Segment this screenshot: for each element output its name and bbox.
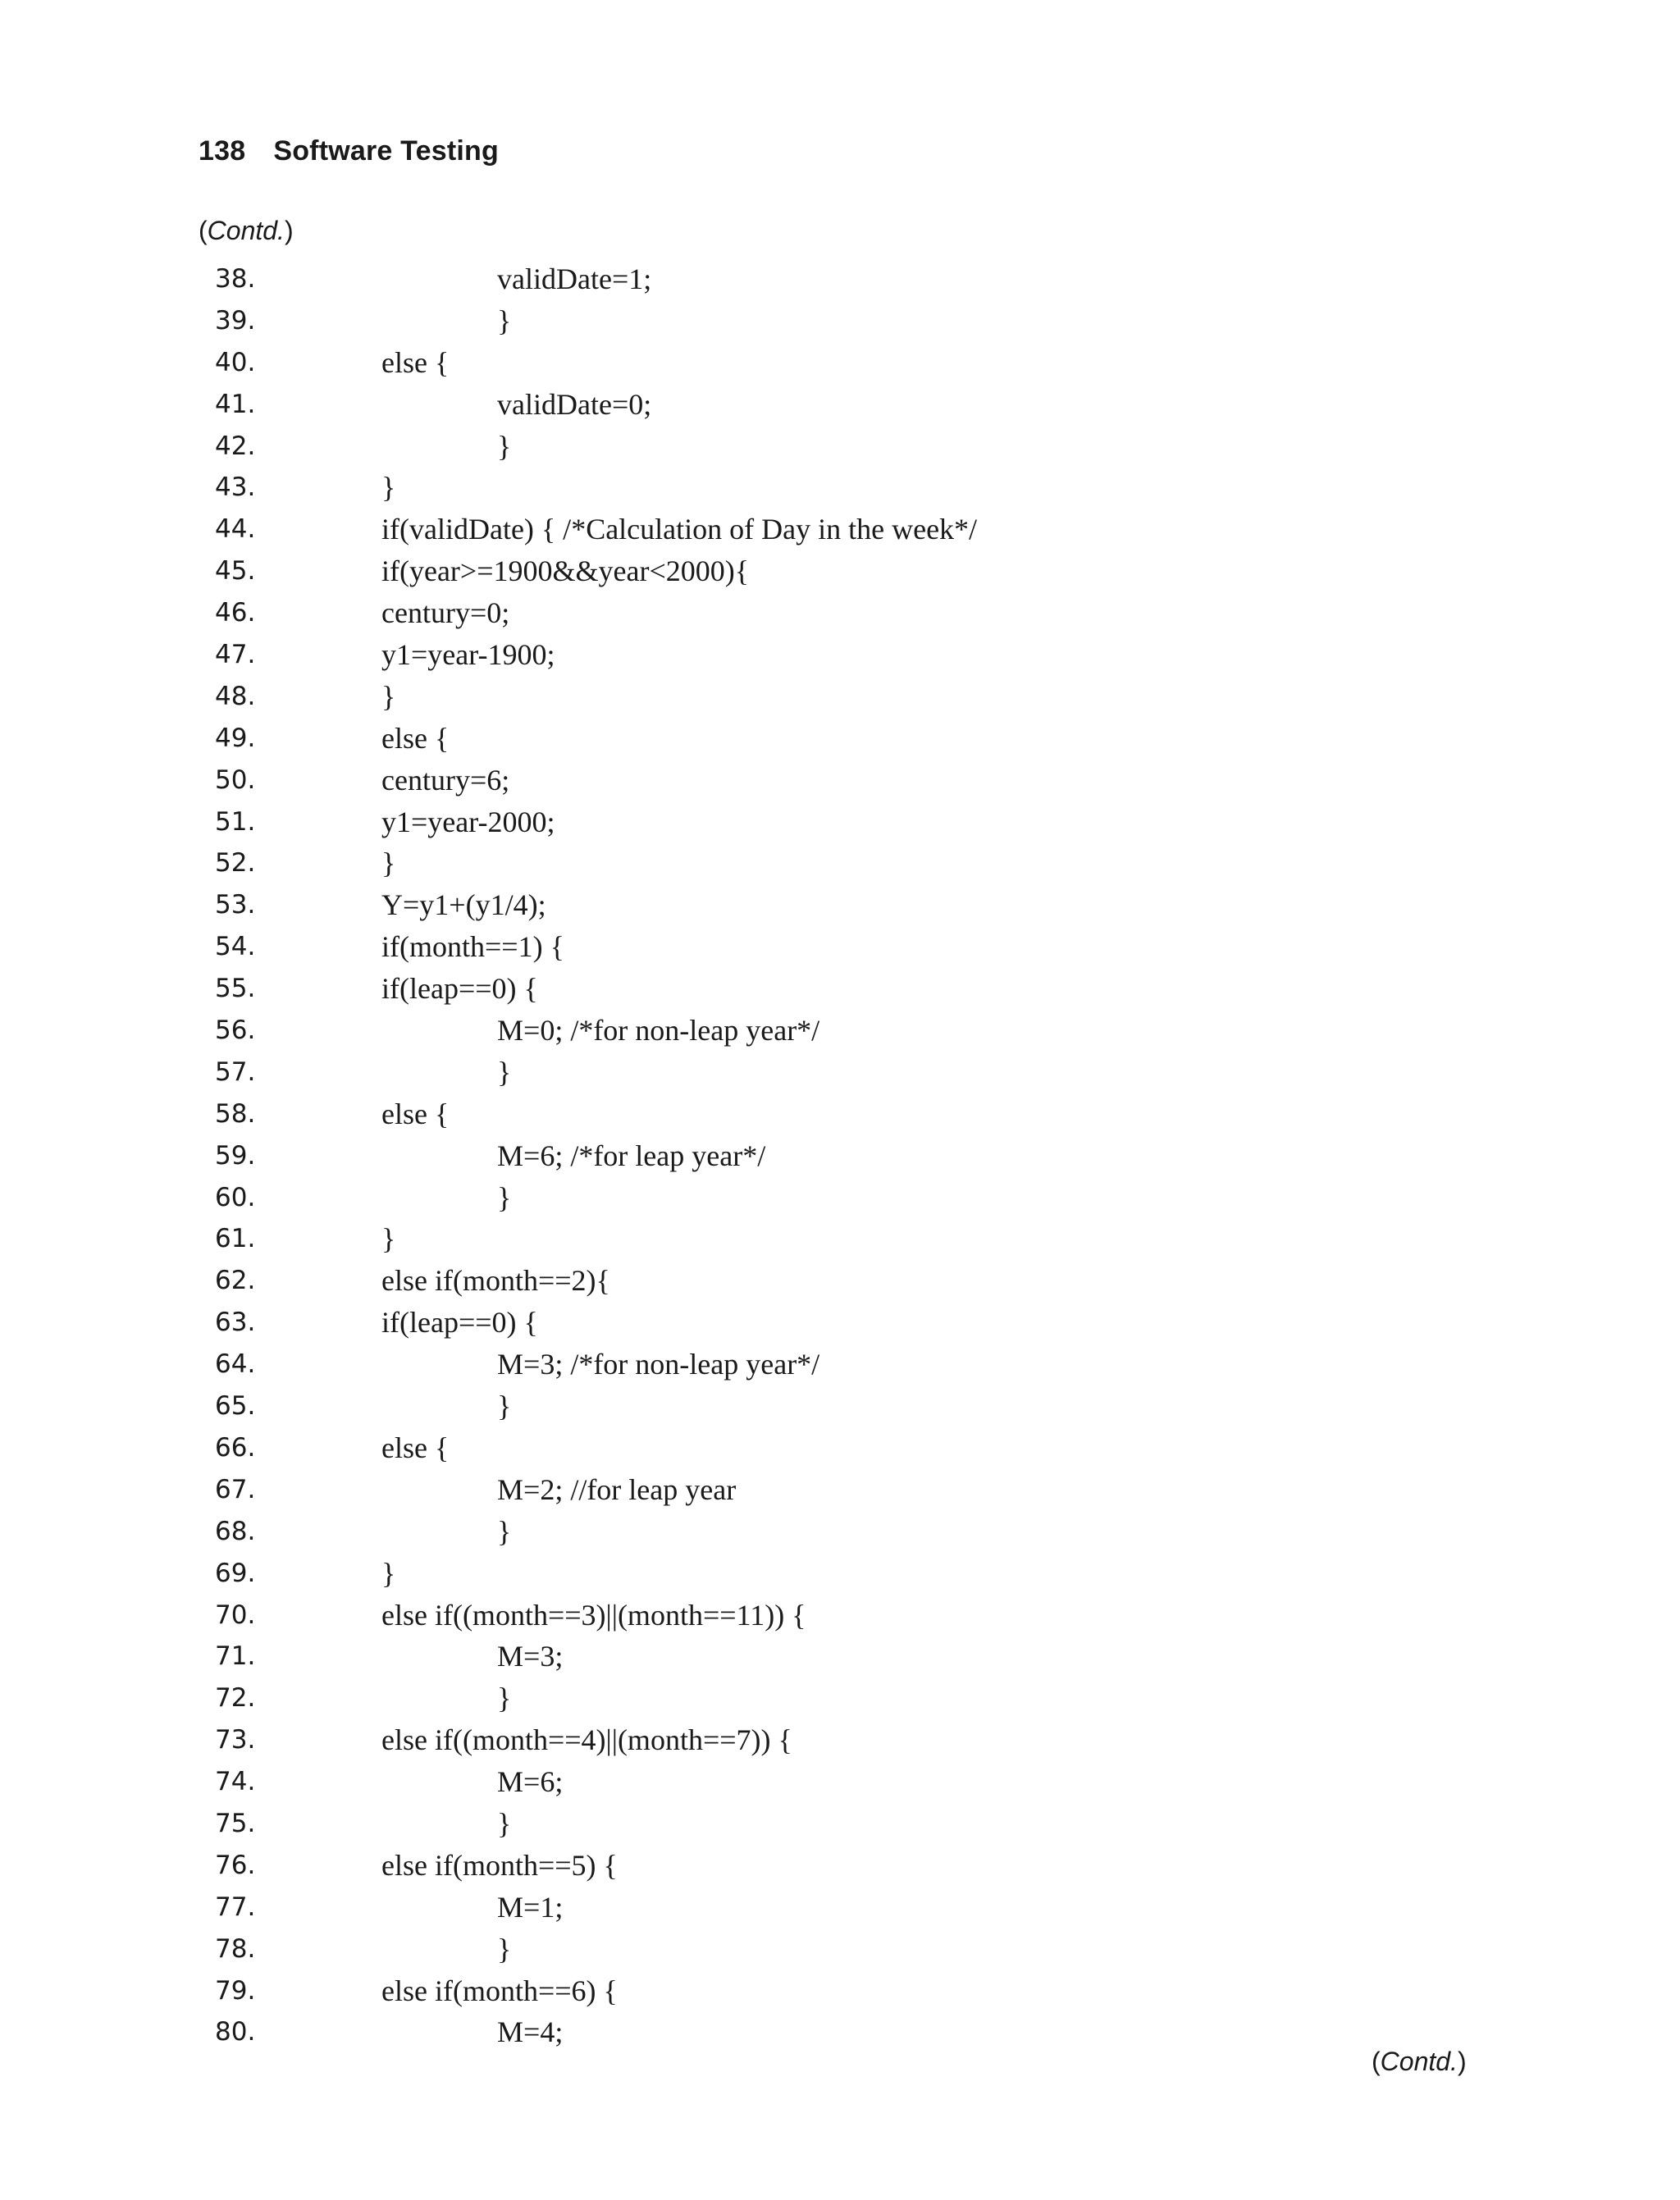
- code-line: [0, 676, 1680, 718]
- code-line: [0, 1427, 1680, 1469]
- code-text: M=2; //for leap year: [497, 1472, 737, 1506]
- line-number: 49.: [215, 723, 256, 753]
- code-line: [0, 342, 1680, 384]
- code-line: [0, 592, 1680, 634]
- line-number: 71.: [215, 1641, 256, 1672]
- code-text: else if(month==6) {: [381, 1974, 618, 2007]
- code-text: else {: [381, 345, 450, 379]
- line-number: 68.: [215, 1516, 256, 1546]
- code-line: [0, 384, 1680, 426]
- code-text: }: [497, 1055, 512, 1089]
- contd-close-paren: ): [284, 216, 294, 245]
- code-text: }: [497, 304, 512, 337]
- code-text: else {: [381, 721, 450, 755]
- line-number: 38.: [215, 264, 256, 294]
- code-line: [0, 1636, 1680, 1677]
- code-line: [0, 1218, 1680, 1260]
- line-number: 64.: [215, 1349, 256, 1380]
- line-number: 77.: [215, 1892, 256, 1922]
- code-line: [0, 1260, 1680, 1302]
- line-number: 80.: [215, 2017, 256, 2047]
- line-number: 78.: [215, 1933, 256, 1964]
- code-text: if(leap==0) {: [381, 972, 538, 1006]
- code-text: }: [497, 1514, 512, 1548]
- code-line: [0, 760, 1680, 801]
- code-text: }: [497, 1806, 512, 1840]
- code-line: [0, 1928, 1680, 1970]
- code-text: }: [497, 429, 512, 463]
- code-text: else if((month==3)||(month==11)) {: [381, 1598, 806, 1632]
- code-line: [0, 426, 1680, 468]
- code-line: [0, 1177, 1680, 1219]
- line-number: 56.: [215, 1016, 256, 1046]
- line-number: 63.: [215, 1308, 256, 1338]
- line-number: 75.: [215, 1808, 256, 1838]
- code-line: [0, 1385, 1680, 1427]
- line-number: 46.: [215, 598, 256, 628]
- code-line: [0, 1970, 1680, 2012]
- code-text: y1=year-1900;: [381, 638, 555, 672]
- page-header: [199, 135, 499, 167]
- code-text: }: [497, 1390, 512, 1423]
- page-number: 138: [199, 135, 246, 167]
- code-text: M=0; /*for non-leap year*/: [497, 1014, 820, 1048]
- line-number: 43.: [215, 472, 256, 503]
- code-line: [0, 509, 1680, 550]
- code-text: M=6;: [497, 1765, 564, 1799]
- code-text: else if(month==2){: [381, 1264, 610, 1298]
- code-text: if(validDate) { /*Calculation of Day in the week*/: [381, 513, 978, 546]
- line-number: 74.: [215, 1767, 256, 1797]
- contd-open-paren: (: [1372, 2047, 1381, 2076]
- line-number: 72.: [215, 1683, 256, 1714]
- line-number: 66.: [215, 1432, 256, 1463]
- code-text: }: [381, 1556, 396, 1590]
- code-text: validDate=0;: [497, 387, 652, 421]
- line-number: 54.: [215, 932, 256, 962]
- line-number: 55.: [215, 974, 256, 1004]
- code-line: [0, 842, 1680, 884]
- code-line: [0, 718, 1680, 760]
- line-number: 61.: [215, 1224, 256, 1254]
- code-line: [0, 1553, 1680, 1595]
- code-line: [0, 968, 1680, 1010]
- code-text: M=1;: [497, 1890, 564, 1924]
- line-number: 45.: [215, 556, 256, 587]
- code-text: validDate=1;: [497, 262, 652, 295]
- continued-label-bottom: [1372, 2047, 1467, 2077]
- code-line: [0, 550, 1680, 592]
- line-number: 50.: [215, 765, 256, 795]
- code-text: else if(month==5) {: [381, 1848, 618, 1882]
- code-text: else if((month==4)||(month==7)) {: [381, 1723, 792, 1757]
- code-text: }: [497, 1180, 512, 1214]
- code-listing: [0, 258, 1680, 2053]
- line-number: 62.: [215, 1266, 256, 1296]
- line-number: 79.: [215, 1975, 256, 2006]
- code-line: [0, 1010, 1680, 1052]
- line-number: 57.: [215, 1057, 256, 1087]
- code-text: }: [497, 1682, 512, 1715]
- code-line: [0, 300, 1680, 342]
- contd-text: Contd.: [207, 216, 285, 245]
- line-number: 70.: [215, 1600, 256, 1630]
- code-text: century=0;: [381, 596, 510, 630]
- code-line: [0, 1135, 1680, 1177]
- line-number: 39.: [215, 305, 256, 335]
- code-line: [0, 1803, 1680, 1845]
- code-text: if(year>=1900&&year<2000){: [381, 555, 750, 588]
- code-line: [0, 1887, 1680, 1928]
- code-line: [0, 467, 1680, 509]
- code-line: [0, 1677, 1680, 1719]
- code-text: else {: [381, 1431, 450, 1464]
- code-text: else {: [381, 1097, 450, 1130]
- code-line: [0, 1719, 1680, 1761]
- line-number: 41.: [215, 389, 256, 419]
- code-text: M=6; /*for leap year*/: [497, 1139, 766, 1172]
- line-number: 67.: [215, 1474, 256, 1504]
- code-line: [0, 801, 1680, 843]
- code-text: }: [381, 847, 396, 880]
- code-text: M=3;: [497, 1640, 564, 1673]
- code-text: }: [381, 679, 396, 713]
- line-number: 48.: [215, 681, 256, 711]
- code-text: century=6;: [381, 763, 510, 796]
- code-text: y1=year-2000;: [381, 805, 555, 838]
- code-text: M=3; /*for non-leap year*/: [497, 1348, 820, 1381]
- continued-label-top: [199, 216, 294, 246]
- line-number: 58.: [215, 1098, 256, 1129]
- code-line: [0, 1302, 1680, 1344]
- code-line: [0, 1595, 1680, 1636]
- line-number: 42.: [215, 431, 256, 461]
- line-number: 73.: [215, 1725, 256, 1755]
- code-line: [0, 634, 1680, 676]
- line-number: 51.: [215, 806, 256, 837]
- code-line: [0, 1845, 1680, 1887]
- code-text: M=4;: [497, 2015, 564, 2049]
- line-number: 76.: [215, 1850, 256, 1880]
- line-number: 69.: [215, 1558, 256, 1588]
- code-line: [0, 1761, 1680, 1803]
- code-text: }: [381, 471, 396, 504]
- code-text: if(leap==0) {: [381, 1306, 538, 1340]
- line-number: 40.: [215, 347, 256, 377]
- code-line: [0, 1511, 1680, 1553]
- line-number: 52.: [215, 848, 256, 879]
- line-number: 44.: [215, 514, 256, 545]
- code-line: [0, 1052, 1680, 1093]
- code-line: [0, 1344, 1680, 1385]
- code-text: Y=y1+(y1/4);: [381, 888, 546, 922]
- line-number: 47.: [215, 640, 256, 670]
- running-title: Software Testing: [273, 135, 499, 167]
- line-number: 53.: [215, 890, 256, 920]
- code-line: [0, 1469, 1680, 1511]
- contd-open-paren: (: [199, 216, 208, 245]
- code-line: [0, 258, 1680, 300]
- line-number: 60.: [215, 1182, 256, 1212]
- code-line: [0, 1093, 1680, 1135]
- code-text: }: [497, 1932, 512, 1965]
- contd-close-paren: ): [1457, 2047, 1467, 2076]
- line-number: 65.: [215, 1391, 256, 1422]
- code-text: if(month==1) {: [381, 930, 564, 964]
- contd-text: Contd.: [1380, 2047, 1458, 2076]
- code-line: [0, 884, 1680, 926]
- code-line: [0, 926, 1680, 968]
- code-text: }: [381, 1222, 396, 1256]
- line-number: 59.: [215, 1140, 256, 1171]
